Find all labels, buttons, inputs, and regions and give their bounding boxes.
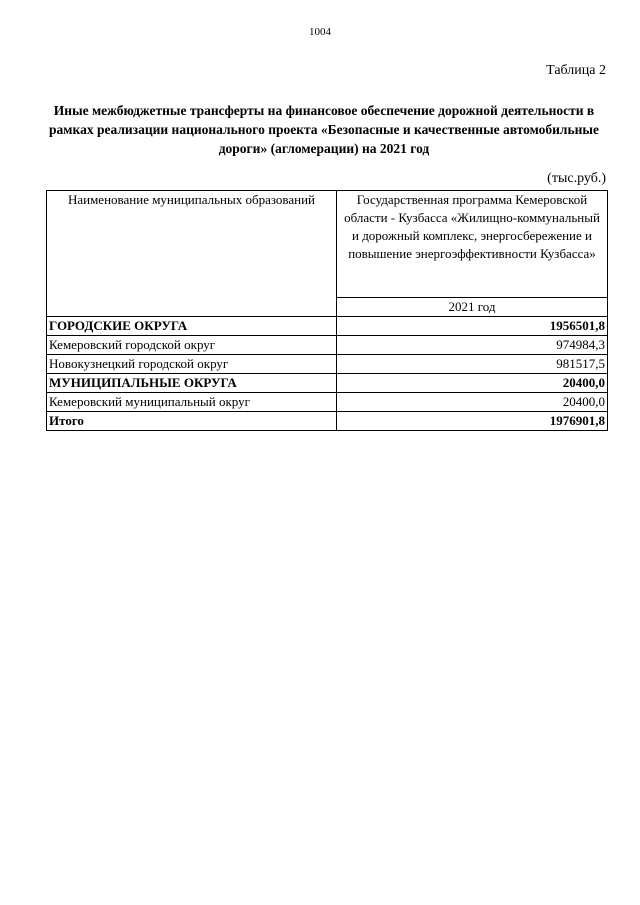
row-name: МУНИЦИПАЛЬНЫЕ ОКРУГА [47,374,337,393]
document-title: Иные межбюджетные трансферты на финансовое обеспечение дорожной деятельности в рамках реализации национального проекта «Безопасные и качественные автомобильные дороги» (агломерации) на 2021 год [49,103,599,156]
units-label: (тыс.руб.) [547,171,606,186]
table-row [47,317,608,336]
header-program: Государственная программа Кемеровской области - Кузбасса «Жилищно-коммунальный и дорожный комплекс, энергосбережение и повышение энергоэффективности Кузбасса» [337,191,608,298]
row-value: 20400,0 [337,374,608,393]
row-value: 1976901,8 [337,412,608,431]
row-value: 974984,3 [337,336,608,355]
header-municipality-name: Наименование муниципальных образований [47,191,337,317]
row-value: 981517,5 [337,355,608,374]
table-row [47,355,608,374]
row-value: 1956501,8 [337,317,608,336]
page-number: 1004 [309,26,331,38]
row-name: Итого [47,412,337,431]
row-name: Новокузнецкий городской округ [47,355,337,374]
table-row [47,336,608,355]
table-label: Таблица 2 [546,63,606,78]
table-row-total [47,412,608,431]
row-value: 20400,0 [337,393,608,412]
table-row [47,393,608,412]
row-name: ГОРОДСКИЕ ОКРУГА [47,317,337,336]
table-row [47,374,608,393]
row-name: Кемеровский муниципальный округ [47,393,337,412]
table-header-row [47,191,608,298]
transfers-table [46,190,608,431]
header-year: 2021 год [337,298,608,317]
row-name: Кемеровский городской округ [47,336,337,355]
